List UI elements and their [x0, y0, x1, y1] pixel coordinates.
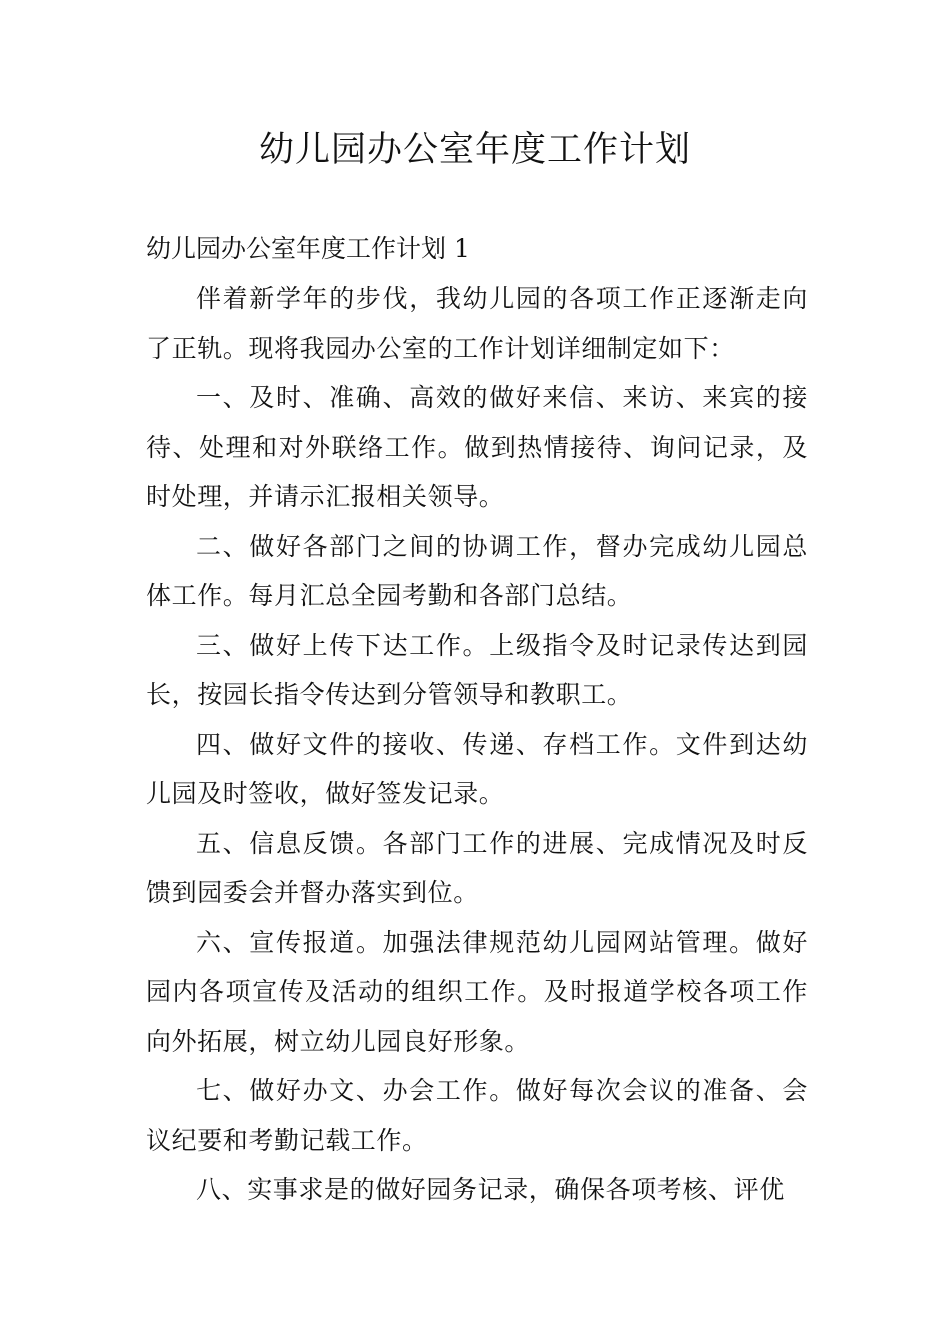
- paragraph-item-8: 八、实事求是的做好园务记录，确保各项考核、评优: [196, 1175, 785, 1204]
- paragraph-item-4: 四、做好文件的接收、传递、存档工作。文件到达幼儿园及时签收，做好签发记录。: [146, 729, 808, 808]
- section-heading: 幼儿园办公室年度工作计划 1: [146, 234, 470, 263]
- document-title: 幼儿园办公室年度工作计划: [258, 130, 691, 170]
- document-body: [146, 224, 808, 1215]
- paragraph-item-2: 二、做好各部门之间的协调工作，督办完成幼儿园总体工作。每月汇总全园考勤和各部门总结。: [146, 531, 808, 610]
- paragraph-item-1: 一、及时、准确、高效的做好来信、来访、来宾的接待、处理和对外联络工作。做到热情接待、询问记录，及时处理，并请示汇报相关领导。: [146, 383, 808, 511]
- paragraph-item-7: 七、做好办文、办会工作。做好每次会议的准备、会议纪要和考勤记载工作。: [146, 1076, 808, 1155]
- paragraph-intro: 伴着新学年的步伐，我幼儿园的各项工作正逐渐走向了正轨。现将我园办公室的工作计划详细制定如下：: [146, 284, 808, 363]
- paragraph-item-5: 五、信息反馈。各部门工作的进展、完成情况及时反馈到园委会并督办落实到位。: [146, 828, 808, 907]
- paragraph-item-3: 三、做好上传下达工作。上级指令及时记录传达到园长，按园长指令传达到分管领导和教职工。: [146, 630, 808, 709]
- paragraph-item-6: 六、宣传报道。加强法律规范幼儿园网站管理。做好园内各项宣传及活动的组织工作。及时报道学校各项工作向外拓展，树立幼儿园良好形象。: [146, 927, 808, 1056]
